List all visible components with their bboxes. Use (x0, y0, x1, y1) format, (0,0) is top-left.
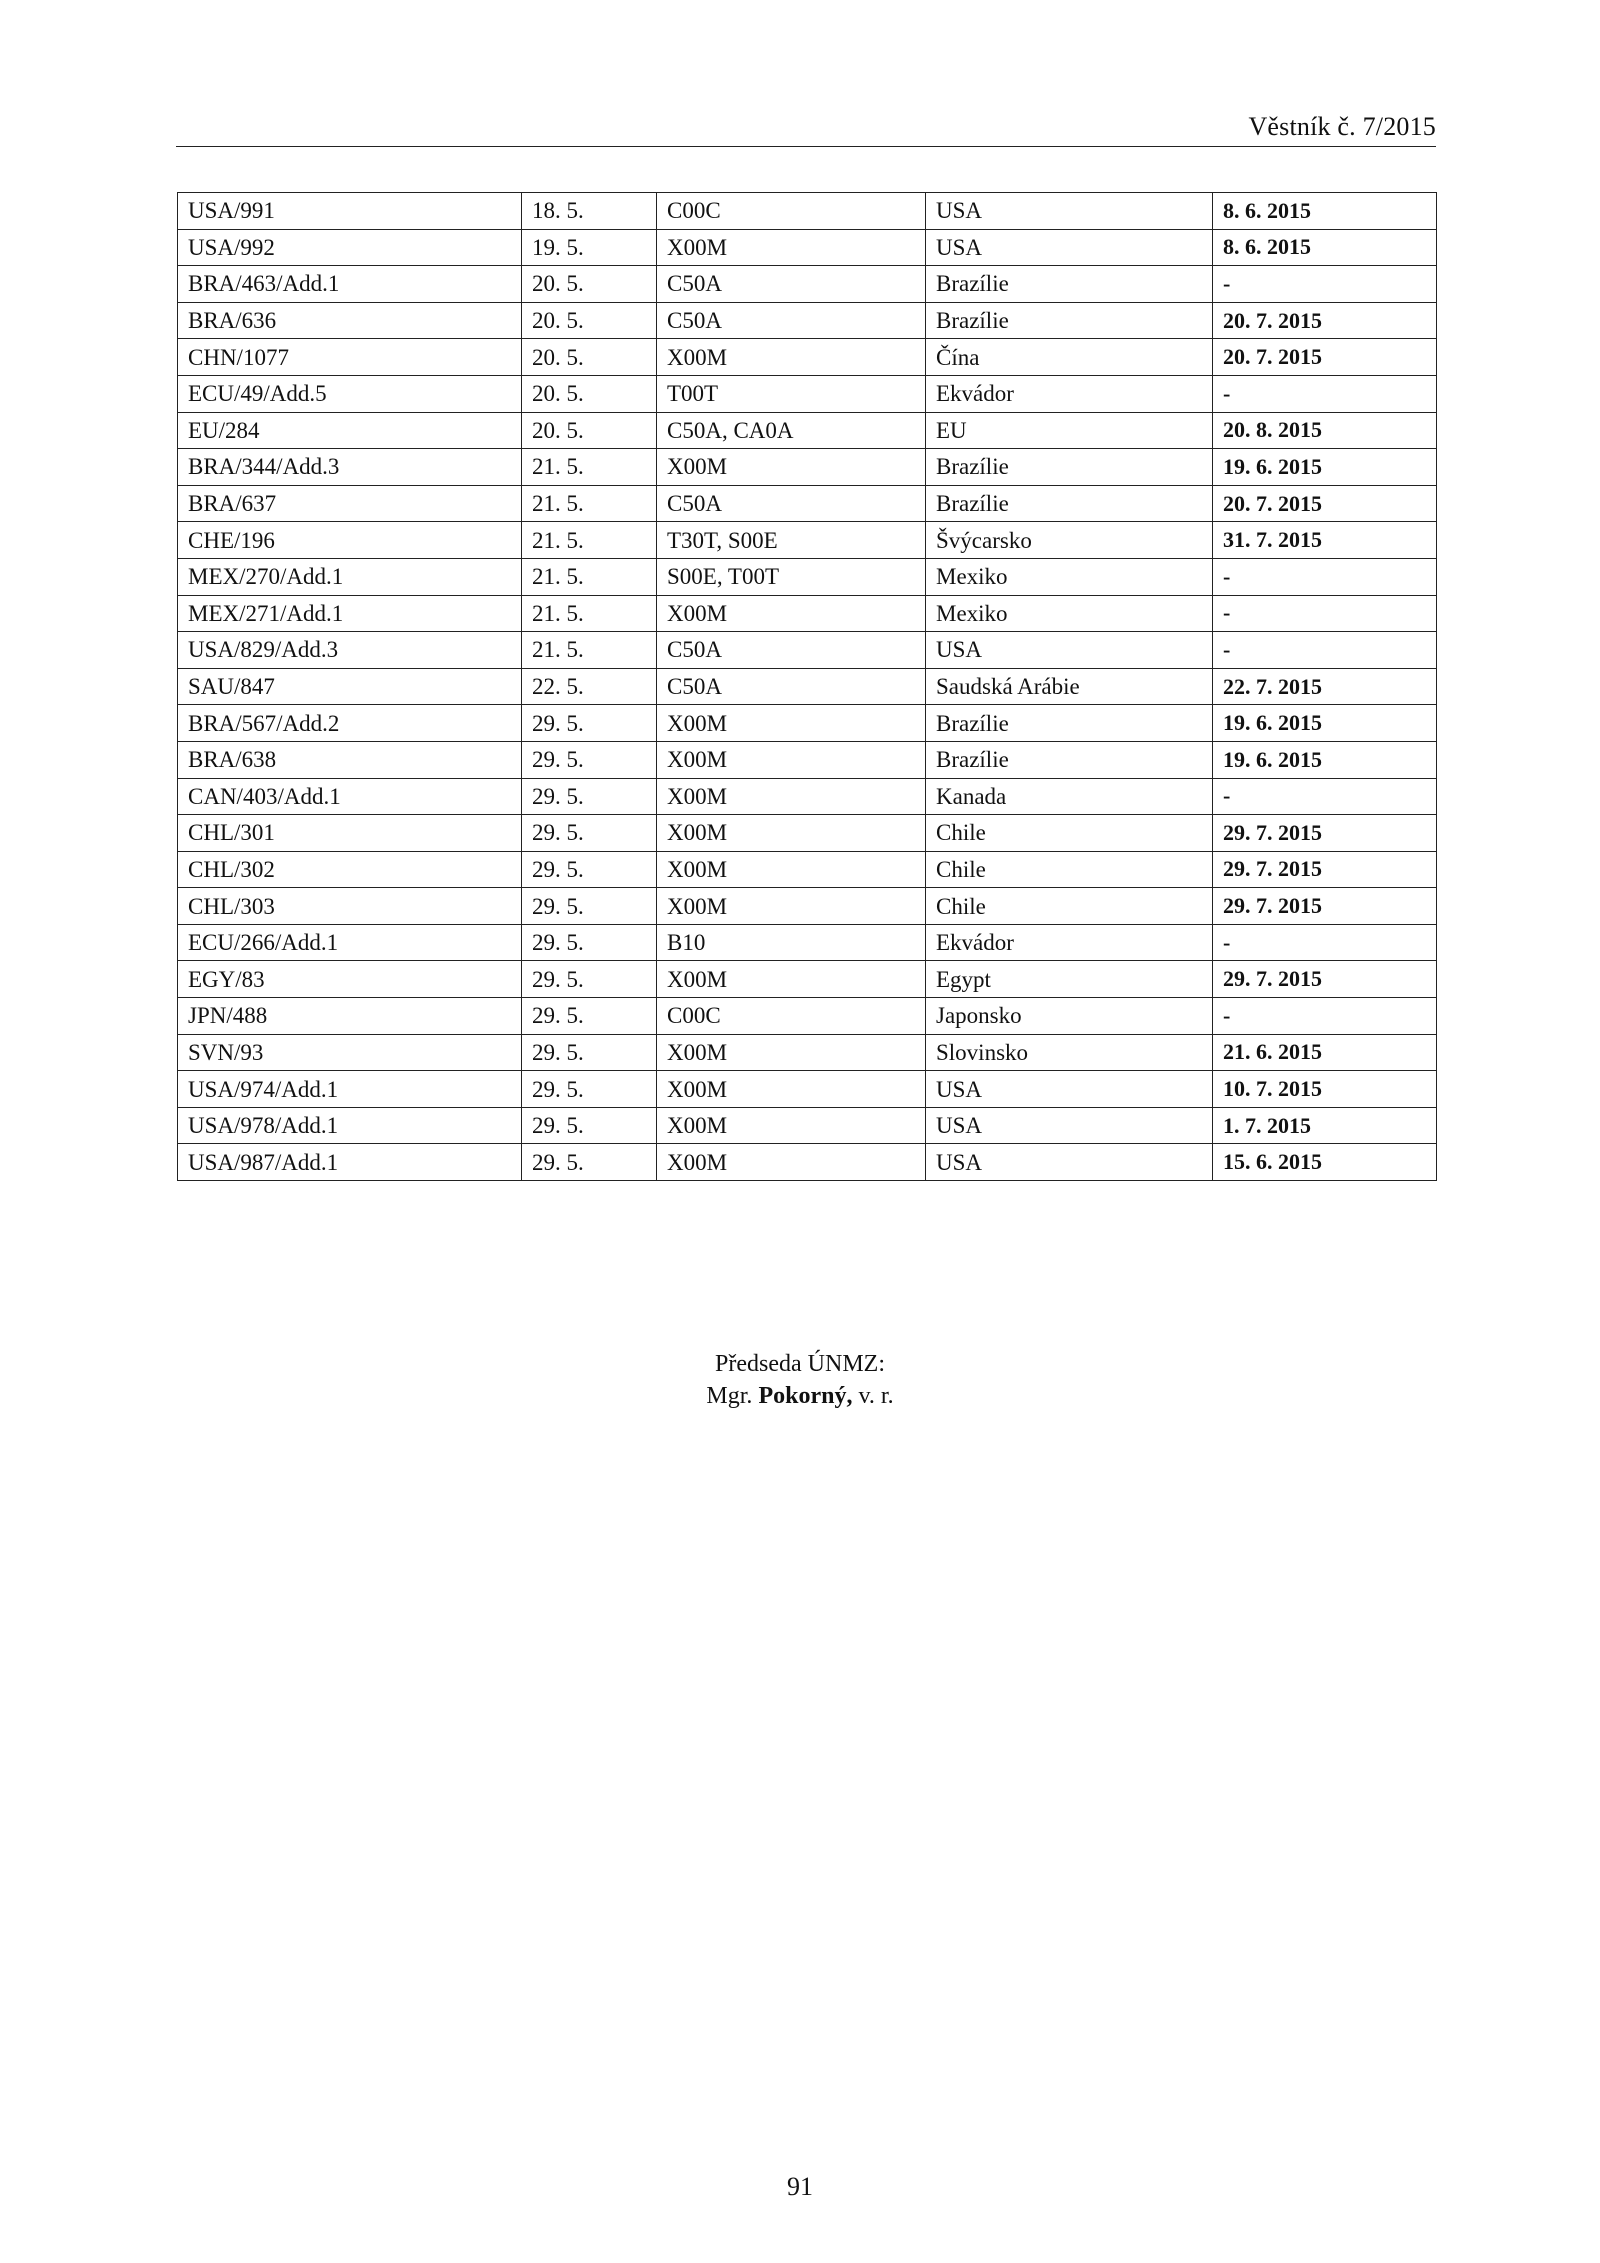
country-cell: Švýcarsko (926, 522, 1213, 559)
country-cell: USA (926, 1071, 1213, 1108)
deadline-cell: 20. 7. 2015 (1213, 302, 1437, 339)
signature-prefix: Mgr. (706, 1383, 753, 1409)
table-row (178, 229, 1437, 266)
symbol-cell: BRA/638 (178, 741, 522, 778)
deadline-cell: 15. 6. 2015 (1213, 1144, 1437, 1181)
country-cell: Brazílie (926, 705, 1213, 742)
country-cell: Saudská Arábie (926, 668, 1213, 705)
code-cell: X00M (657, 1034, 926, 1071)
table-row (178, 1071, 1437, 1108)
table-row (178, 339, 1437, 376)
table-row (178, 705, 1437, 742)
code-cell: B10 (657, 924, 926, 961)
deadline-cell: 29. 7. 2015 (1213, 961, 1437, 998)
date-cell: 21. 5. (522, 449, 657, 486)
country-cell: USA (926, 1107, 1213, 1144)
code-cell: C50A (657, 485, 926, 522)
table-row (178, 412, 1437, 449)
table-row (178, 558, 1437, 595)
table-row (178, 668, 1437, 705)
date-cell: 21. 5. (522, 595, 657, 632)
date-cell: 29. 5. (522, 924, 657, 961)
date-cell: 19. 5. (522, 229, 657, 266)
date-cell: 18. 5. (522, 193, 657, 230)
date-cell: 29. 5. (522, 705, 657, 742)
symbol-cell: ECU/266/Add.1 (178, 924, 522, 961)
code-cell: X00M (657, 1144, 926, 1181)
table-row (178, 522, 1437, 559)
code-cell: C50A (657, 668, 926, 705)
table-row (178, 302, 1437, 339)
symbol-cell: CHE/196 (178, 522, 522, 559)
date-cell: 21. 5. (522, 522, 657, 559)
journal-title: Věstník č. 7/2015 (1248, 112, 1436, 141)
country-cell: Egypt (926, 961, 1213, 998)
country-cell: USA (926, 1144, 1213, 1181)
country-cell: Čína (926, 339, 1213, 376)
symbol-cell: BRA/636 (178, 302, 522, 339)
code-cell: X00M (657, 741, 926, 778)
deadline-cell: - (1213, 924, 1437, 961)
country-cell: Chile (926, 888, 1213, 925)
date-cell: 20. 5. (522, 302, 657, 339)
deadline-cell: 21. 6. 2015 (1213, 1034, 1437, 1071)
date-cell: 29. 5. (522, 1034, 657, 1071)
table-row (178, 851, 1437, 888)
table-row (178, 193, 1437, 230)
code-cell: X00M (657, 815, 926, 852)
code-cell: X00M (657, 1107, 926, 1144)
deadline-cell: 29. 7. 2015 (1213, 888, 1437, 925)
date-cell: 29. 5. (522, 851, 657, 888)
symbol-cell: CHL/303 (178, 888, 522, 925)
symbol-cell: USA/829/Add.3 (178, 632, 522, 669)
table-row (178, 595, 1437, 632)
code-cell: C50A, CA0A (657, 412, 926, 449)
table-row (178, 485, 1437, 522)
page-number: 91 (787, 2172, 813, 2201)
date-cell: 22. 5. (522, 668, 657, 705)
date-cell: 21. 5. (522, 558, 657, 595)
table-row (178, 1144, 1437, 1181)
symbol-cell: ECU/49/Add.5 (178, 375, 522, 412)
symbol-cell: SVN/93 (178, 1034, 522, 1071)
signature-suffix: v. r. (858, 1383, 894, 1409)
deadline-cell: - (1213, 266, 1437, 303)
symbol-cell: USA/974/Add.1 (178, 1071, 522, 1108)
signature-role: Předseda ÚNMZ: (715, 1351, 885, 1377)
date-cell: 29. 5. (522, 1144, 657, 1181)
date-cell: 29. 5. (522, 1071, 657, 1108)
symbol-cell: USA/978/Add.1 (178, 1107, 522, 1144)
code-cell: X00M (657, 851, 926, 888)
code-cell: C00C (657, 998, 926, 1035)
date-cell: 29. 5. (522, 961, 657, 998)
code-cell: X00M (657, 961, 926, 998)
symbol-cell: CAN/403/Add.1 (178, 778, 522, 815)
code-cell: C50A (657, 632, 926, 669)
deadline-cell: 20. 8. 2015 (1213, 412, 1437, 449)
deadline-cell: 29. 7. 2015 (1213, 815, 1437, 852)
code-cell: T30T, S00E (657, 522, 926, 559)
notifications-table-body (178, 193, 1437, 1181)
table-row (178, 632, 1437, 669)
symbol-cell: USA/992 (178, 229, 522, 266)
symbol-cell: CHL/301 (178, 815, 522, 852)
country-cell: USA (926, 632, 1213, 669)
symbol-cell: MEX/270/Add.1 (178, 558, 522, 595)
symbol-cell: SAU/847 (178, 668, 522, 705)
table-row (178, 449, 1437, 486)
country-cell: Brazílie (926, 302, 1213, 339)
table-row (178, 741, 1437, 778)
symbol-cell: BRA/567/Add.2 (178, 705, 522, 742)
table-row (178, 815, 1437, 852)
symbol-cell: BRA/344/Add.3 (178, 449, 522, 486)
code-cell: X00M (657, 449, 926, 486)
symbol-cell: BRA/637 (178, 485, 522, 522)
deadline-cell: 20. 7. 2015 (1213, 339, 1437, 376)
date-cell: 29. 5. (522, 778, 657, 815)
code-cell: X00M (657, 1071, 926, 1108)
country-cell: Japonsko (926, 998, 1213, 1035)
country-cell: Mexiko (926, 558, 1213, 595)
country-cell: USA (926, 229, 1213, 266)
deadline-cell: 20. 7. 2015 (1213, 485, 1437, 522)
deadline-cell: 19. 6. 2015 (1213, 449, 1437, 486)
date-cell: 29. 5. (522, 1107, 657, 1144)
symbol-cell: JPN/488 (178, 998, 522, 1035)
code-cell: X00M (657, 705, 926, 742)
deadline-cell: 29. 7. 2015 (1213, 851, 1437, 888)
country-cell: Chile (926, 815, 1213, 852)
country-cell: EU (926, 412, 1213, 449)
country-cell: Brazílie (926, 266, 1213, 303)
symbol-cell: BRA/463/Add.1 (178, 266, 522, 303)
deadline-cell: - (1213, 778, 1437, 815)
deadline-cell: - (1213, 632, 1437, 669)
date-cell: 29. 5. (522, 998, 657, 1035)
date-cell: 29. 5. (522, 815, 657, 852)
country-cell: Brazílie (926, 449, 1213, 486)
deadline-cell: - (1213, 558, 1437, 595)
deadline-cell: 19. 6. 2015 (1213, 705, 1437, 742)
date-cell: 20. 5. (522, 375, 657, 412)
table-row (178, 998, 1437, 1035)
country-cell: Ekvádor (926, 924, 1213, 961)
deadline-cell: - (1213, 998, 1437, 1035)
table-row (178, 266, 1437, 303)
code-cell: X00M (657, 778, 926, 815)
symbol-cell: MEX/271/Add.1 (178, 595, 522, 632)
symbol-cell: CHN/1077 (178, 339, 522, 376)
date-cell: 20. 5. (522, 412, 657, 449)
notifications-table (177, 192, 1437, 1181)
country-cell: Slovinsko (926, 1034, 1213, 1071)
deadline-cell: 8. 6. 2015 (1213, 229, 1437, 266)
code-cell: T00T (657, 375, 926, 412)
symbol-cell: EU/284 (178, 412, 522, 449)
signature-name (0, 1380, 1600, 1412)
date-cell: 21. 5. (522, 485, 657, 522)
deadline-cell: 19. 6. 2015 (1213, 741, 1437, 778)
date-cell: 21. 5. (522, 632, 657, 669)
date-cell: 29. 5. (522, 888, 657, 925)
code-cell: S00E, T00T (657, 558, 926, 595)
code-cell: C00C (657, 193, 926, 230)
code-cell: C50A (657, 266, 926, 303)
country-cell: Ekvádor (926, 375, 1213, 412)
page-header (176, 112, 1436, 147)
deadline-cell: 8. 6. 2015 (1213, 193, 1437, 230)
country-cell: Kanada (926, 778, 1213, 815)
table-row (178, 375, 1437, 412)
signature-surname: Pokorný, (758, 1383, 853, 1409)
code-cell: X00M (657, 888, 926, 925)
table-row (178, 924, 1437, 961)
date-cell: 29. 5. (522, 741, 657, 778)
symbol-cell: EGY/83 (178, 961, 522, 998)
table-row (178, 888, 1437, 925)
country-cell: USA (926, 193, 1213, 230)
code-cell: X00M (657, 339, 926, 376)
deadline-cell: 1. 7. 2015 (1213, 1107, 1437, 1144)
date-cell: 20. 5. (522, 339, 657, 376)
country-cell: Brazílie (926, 485, 1213, 522)
code-cell: X00M (657, 229, 926, 266)
deadline-cell: 31. 7. 2015 (1213, 522, 1437, 559)
code-cell: X00M (657, 595, 926, 632)
country-cell: Chile (926, 851, 1213, 888)
country-cell: Brazílie (926, 741, 1213, 778)
table-row (178, 961, 1437, 998)
deadline-cell: 10. 7. 2015 (1213, 1071, 1437, 1108)
symbol-cell: USA/987/Add.1 (178, 1144, 522, 1181)
table-row (178, 1107, 1437, 1144)
table-row (178, 1034, 1437, 1071)
signature-block (0, 1348, 1600, 1412)
table-row (178, 778, 1437, 815)
deadline-cell: - (1213, 375, 1437, 412)
country-cell: Mexiko (926, 595, 1213, 632)
code-cell: C50A (657, 302, 926, 339)
symbol-cell: CHL/302 (178, 851, 522, 888)
date-cell: 20. 5. (522, 266, 657, 303)
deadline-cell: 22. 7. 2015 (1213, 668, 1437, 705)
symbol-cell: USA/991 (178, 193, 522, 230)
deadline-cell: - (1213, 595, 1437, 632)
